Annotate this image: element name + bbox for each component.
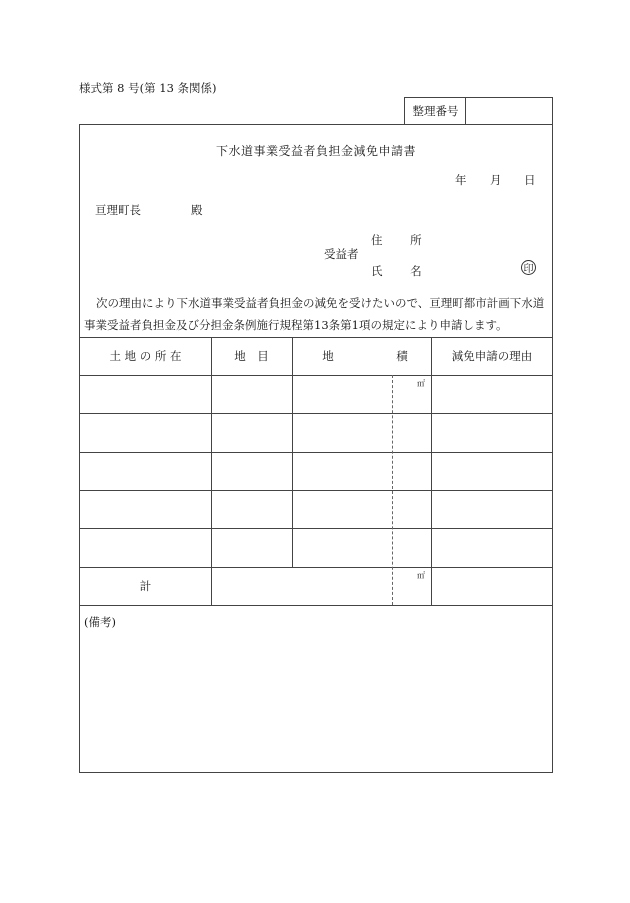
header-area-right: 積 bbox=[396, 349, 408, 363]
header-location: 土 地 の 所 在 bbox=[109, 349, 182, 363]
date-day-label: 日 bbox=[524, 173, 536, 187]
applicant-name-label: 氏 名 bbox=[371, 264, 434, 278]
cell-area[interactable] bbox=[292, 490, 392, 528]
table-bottom-border bbox=[79, 605, 553, 606]
date-year-label: 年 bbox=[455, 173, 467, 187]
total-area-unit-label: ㎡ bbox=[417, 571, 425, 580]
total-row-label: 計 bbox=[139, 579, 152, 593]
addressee-honorific: 殿 bbox=[191, 203, 203, 217]
cell-area[interactable] bbox=[292, 452, 392, 490]
cell-reason[interactable] bbox=[431, 375, 553, 413]
header-reason: 減免申請の理由 bbox=[451, 349, 533, 363]
application-statement bbox=[84, 292, 550, 336]
cell-land-category[interactable] bbox=[211, 490, 292, 528]
control-number-field[interactable] bbox=[465, 97, 553, 125]
cell-land-category[interactable] bbox=[211, 528, 292, 566]
cell-reason[interactable] bbox=[431, 528, 553, 566]
remarks-label: (備考) bbox=[84, 615, 116, 629]
cell-location[interactable] bbox=[79, 490, 212, 528]
form-number-label: 様式第 8 号(第 13 条関係) bbox=[79, 81, 217, 95]
control-number-label: 整理番号 bbox=[404, 97, 466, 125]
cell-area[interactable] bbox=[292, 528, 392, 566]
cell-location[interactable] bbox=[79, 375, 212, 413]
header-land-category: 地 目 bbox=[234, 349, 269, 363]
cell-location[interactable] bbox=[79, 413, 212, 451]
area-unit-label: ㎡ bbox=[417, 379, 425, 388]
applicant-label: 受益者 bbox=[324, 247, 359, 261]
seal-mark-icon: 印 bbox=[521, 260, 536, 275]
form-title: 下水道事業受益者負担金減免申請書 bbox=[215, 144, 416, 158]
cell-reason[interactable] bbox=[431, 413, 553, 451]
applicant-address-label: 住 所 bbox=[371, 233, 434, 247]
addressee-name: 亘理町長 bbox=[95, 203, 141, 217]
statement-line-1: 次の理由により下水道事業受益者負担金の減免を受けたいので、亘理町都市計画下水道 bbox=[96, 296, 545, 310]
cell-reason[interactable] bbox=[431, 452, 553, 490]
area-dashed-divider bbox=[392, 375, 393, 605]
cell-land-category[interactable] bbox=[211, 375, 292, 413]
cell-location[interactable] bbox=[79, 528, 212, 566]
cell-area[interactable] bbox=[292, 413, 392, 451]
date-month-label: 月 bbox=[490, 173, 502, 187]
cell-land-category[interactable] bbox=[211, 413, 292, 451]
addressee bbox=[95, 202, 203, 218]
total-area-field[interactable] bbox=[211, 567, 392, 605]
cell-land-category[interactable] bbox=[211, 452, 292, 490]
cell-location[interactable] bbox=[79, 452, 212, 490]
remarks-field[interactable] bbox=[79, 628, 553, 773]
header-area-left: 地 bbox=[322, 349, 334, 363]
cell-reason[interactable] bbox=[431, 490, 553, 528]
statement-line-2: 事業受益者負担金及び分担金条例施行規程第13条第1項の規定により申請します。 bbox=[84, 318, 508, 332]
cell-area[interactable] bbox=[292, 375, 392, 413]
